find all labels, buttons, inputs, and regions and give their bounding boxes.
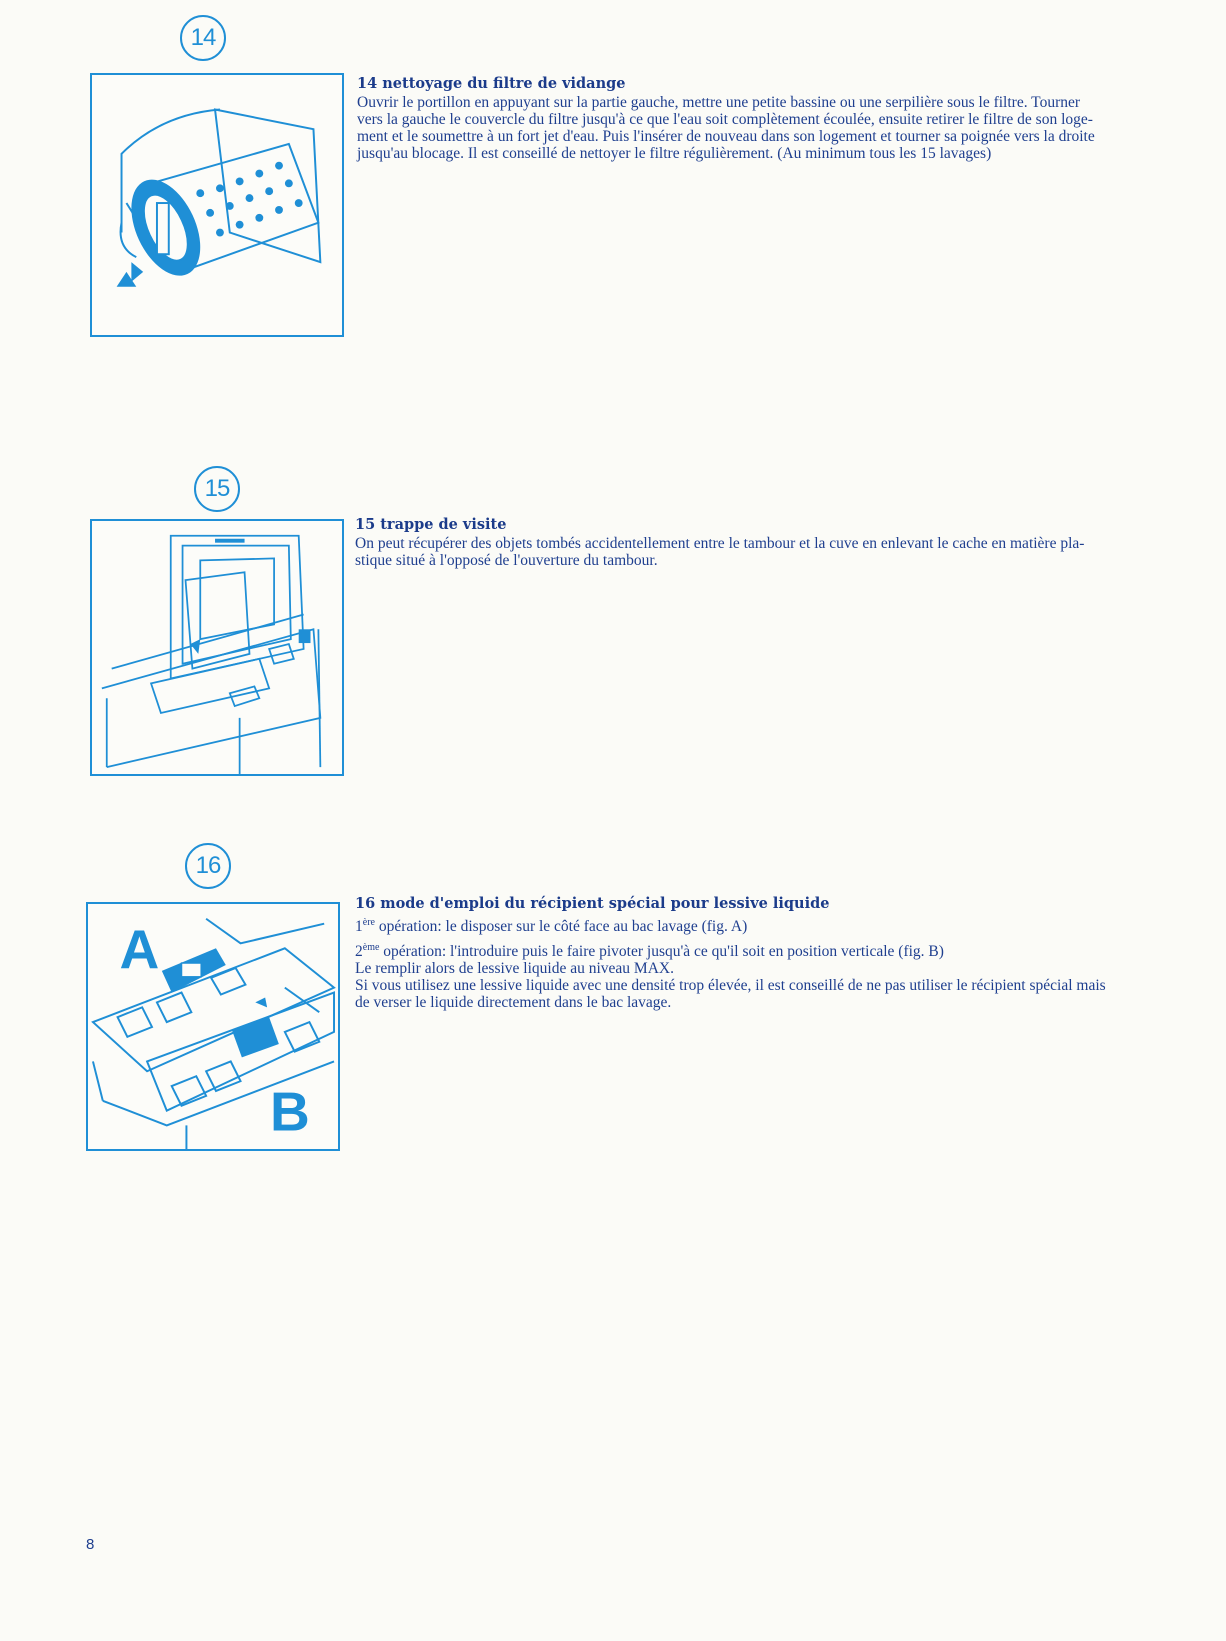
section-14-line-3: ment et le soumettre à un fort jet d'eau. Puis l'insérer de nouveau dans son logement et tourner sa poignée vers la droite [357, 128, 1095, 145]
op2-ordinal: ème [362, 942, 380, 954]
section-15-text [355, 516, 1175, 569]
drain-filter-drawing [92, 75, 342, 335]
section-14-line-1: Ouvrir le portillon en appuyant sur la partie gauche, mettre une petite bassine ou une serpilière sous le filtre. Tourner [357, 94, 1081, 111]
section-15-line-2: stique situé à l'opposé de l'ouverture du tambour. [355, 552, 658, 569]
figure-label-a: A [119, 917, 160, 980]
liquid-detergent-illustration [86, 902, 340, 1151]
page-number: 8 [86, 1536, 95, 1553]
section-16-text [355, 895, 1185, 1011]
detergent-container-drawing [88, 904, 338, 1149]
section-16-operation-2 [355, 939, 1185, 960]
op2-number: 2 [355, 943, 363, 961]
section-14-text [357, 75, 1177, 162]
section-14-line-4: jusqu'au blocage. Il est conseillé de nettoyer le filtre régulièrement. (Au minimum tous les 15 lavages) [357, 145, 992, 162]
section-16-number: 16 [185, 843, 231, 889]
section-14-title: 14 nettoyage du filtre de vidange [357, 75, 626, 92]
filter-illustration [90, 73, 344, 337]
section-16-line-1: Le remplir alors de lessive liquide au niveau MAX. [355, 960, 674, 978]
access-hatch-illustration [90, 519, 344, 776]
section-15-line-1: On peut récupérer des objets tombés accidentellement entre le tambour et la cuve en enlevant le cache en matière pla- [355, 535, 1085, 552]
section-14-number: 14 [180, 15, 226, 61]
section-15-title: 15 trappe de visite [355, 516, 507, 533]
op1-number: 1 [355, 918, 363, 936]
section-16-line-2: Si vous utilisez une lessive liquide avec une densité trop élevée, il est conseillé de ne pas utiliser le récipient spécial mais [355, 977, 1106, 995]
washer-top-drawing [92, 521, 342, 774]
figure-label-b: B [270, 1080, 310, 1143]
section-16-line-3: de verser le liquide directement dans le bac lavage. [355, 994, 672, 1012]
op2-text: opération: l'introduire puis le faire pivoter jusqu'à ce qu'il soit en position verticale (fig. B) [379, 943, 944, 961]
op1-text: opération: le disposer sur le côté face au bac lavage (fig. A) [374, 918, 748, 936]
section-16-operation-1 [355, 914, 1185, 935]
section-16-title: 16 mode d'emploi du récipient spécial pour lessive liquide [355, 895, 830, 912]
section-15-number: 15 [194, 466, 240, 512]
op1-ordinal: ère [362, 917, 375, 928]
section-14-line-2: vers la gauche le couvercle du filtre jusqu'à ce que l'eau soit complètement écoulée, ensuite retirer le filtre de son loge- [357, 111, 1093, 128]
